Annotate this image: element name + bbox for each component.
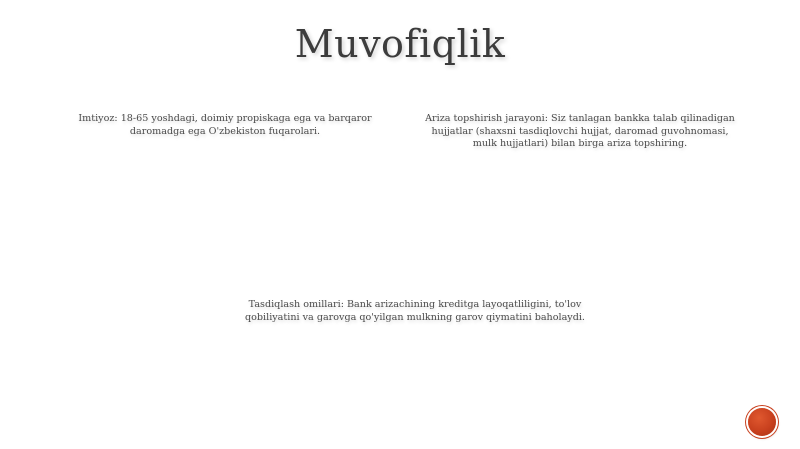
slide-title: Muvofiqlik <box>294 22 506 66</box>
eligibility-text: Imtiyoz: 18-65 yoshdagi, doimiy propiskaga ega va barqaror daromadga ega O'zbekiston fuqarolari. <box>78 113 372 137</box>
circle-nav-icon[interactable] <box>748 408 776 436</box>
application-process-text: Ariza topshirish jarayoni: Siz tanlagan bankka talab qilinadigan hujjatlar (shaxsni tasdiqlovchi hujjat, daromad guvohnomasi, mulk hujjatlari) bilan birga ariza topshiring. <box>425 113 735 149</box>
approval-factors-text: Tasdiqlash omillari: Bank arizachining kreditga layoqatliligini, to'lov qobiliyatini va garovga qo'yilgan mulkning garov qiymatini baholaydi. <box>245 299 585 323</box>
